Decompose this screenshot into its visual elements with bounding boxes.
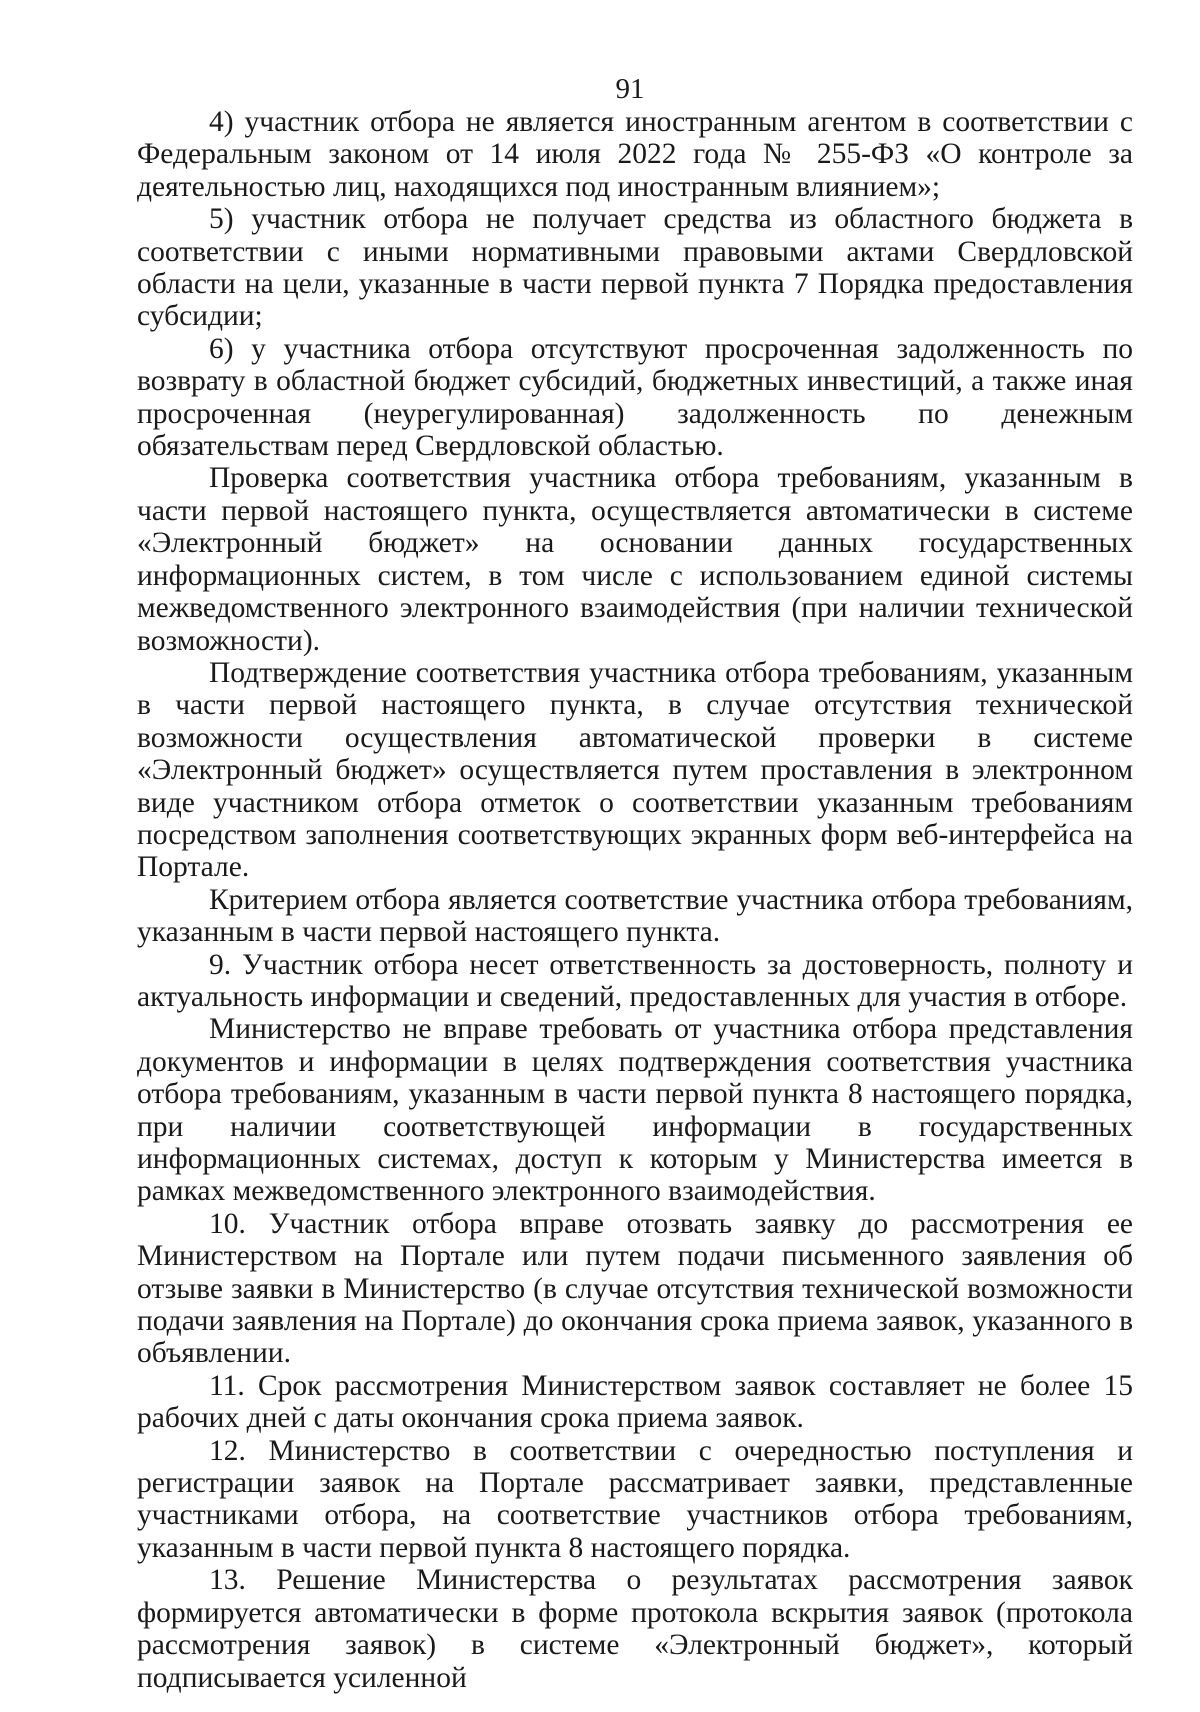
document-body bbox=[137, 106, 1133, 1694]
paragraph-item-6: 6) у участника отбора отсутствуют просроченная задолженность по возврату в областной бюджет субсидий, бюджетных инвестиций, а также иная просроченная (неурегулированная) задолженность по денежным обязательствам перед Свердловской областью. bbox=[137, 332, 1133, 463]
paragraph-ministry-restriction: Министерство не вправе требовать от участника отбора представления документов и информации в целях подтверждения соответствия участника отбора требованиям, указанным в части первой пункта 8 настоящего порядка, при наличии соответствующей информации в государственных информационных системах, доступ к которым у Министерства имеется в рамках межведомственного электронного взаимодействия. bbox=[137, 1013, 1133, 1208]
paragraph-automatic-check: Проверка соответствия участника отбора требованиям, указанным в части первой настоящего пункта, осуществляется автоматически в системе «Электронный бюджет» на основании данных государственных информационных систем, в том числе с использованием единой системы межведомственного электронного взаимодействия (при наличии технической возможности). bbox=[137, 462, 1133, 657]
paragraph-confirmation: Подтверждение соответствия участника отбора требованиям, указанным в части первой настоящего пункта, в случае отсутствия технической возможности осуществления автоматической проверки в системе «Электронный бюджет» осуществляется путем проставления в электронном виде участником отбора отметок о соответствии указанным требованиям посредством заполнения соответствующих экранных форм веб-интерфейса на Портале. bbox=[137, 656, 1133, 884]
paragraph-clause-12: 12. Министерство в соответствии с очередностью поступления и регистрации заявок на Портале рассматривает заявки, представленные участниками отбора, на соответствие участников отбора требованиям, указанным в части первой пункта 8 настоящего порядка. bbox=[137, 1434, 1133, 1564]
page-number: 91 bbox=[615, 73, 645, 105]
paragraph-clause-10: 10. Участник отбора вправе отозвать заявку до рассмотрения ее Министерством на Портале или путем подачи письменного заявления об отзыве заявки в Министерство (в случае отсутствия технической возможности подачи заявления на Портале) до окончания срока приема заявок, указанного в объявлении. bbox=[137, 1207, 1133, 1370]
paragraph-clause-13: 13. Решение Министерства о результатах рассмотрения заявок формируется автоматически в форме протокола вскрытия заявок (протокола рассмотрения заявок) в системе «Электронный бюджет», который подписывается усиленной bbox=[137, 1564, 1133, 1694]
paragraph-clause-9: 9. Участник отбора несет ответственность за достоверность, полноту и актуальность информации и сведений, предоставленных для участия в отборе. bbox=[137, 948, 1133, 1013]
paragraph-item-5: 5) участник отбора не получает средства из областного бюджета в соответствии с иными нормативными правовыми актами Свердловской области на цели, указанные в части первой пункта 7 Порядка предоставления субсидии; bbox=[137, 203, 1133, 333]
paragraph-selection-criterion: Критерием отбора является соответствие участника отбора требованиям, указанным в части первой настоящего пункта. bbox=[137, 883, 1133, 949]
paragraph-item-4: 4) участник отбора не является иностранным агентом в соответствии с Федеральным законом от 14 июля 2022 года № 255-ФЗ «О контроле за деятельностью лиц, находящихся под иностранным влиянием»; bbox=[137, 106, 1133, 203]
paragraph-clause-11: 11. Срок рассмотрения Министерством заявок составляет не более 15 рабочих дней с даты окончания срока приема заявок. bbox=[137, 1369, 1133, 1435]
